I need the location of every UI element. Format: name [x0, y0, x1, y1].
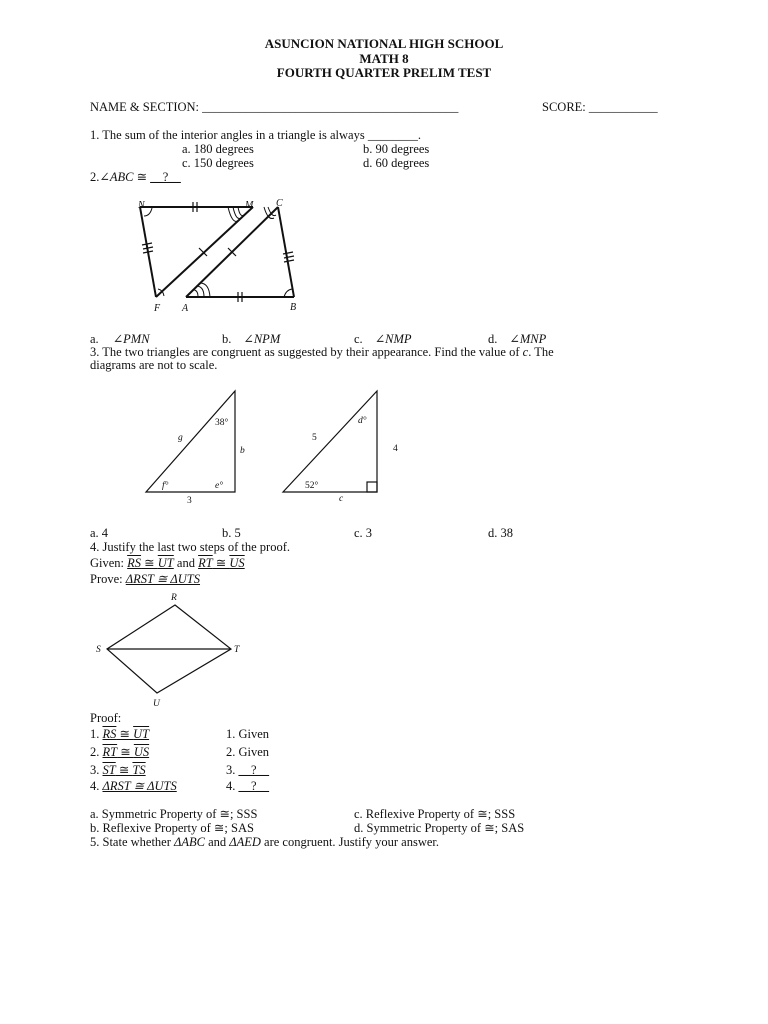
vertex-m-label: M: [245, 200, 254, 211]
q4-choice-c[interactable]: c. Reflexive Property of ≅; SSS: [354, 807, 516, 821]
q3-stem-line2: diagrams are not to scale.: [90, 358, 218, 372]
vertex-s-label: S: [96, 645, 101, 655]
proof-statement-2: 2. RT ≅ US: [90, 745, 150, 759]
q4-prove-label: Prove:: [90, 572, 126, 586]
tri1-side-right: b: [240, 446, 245, 456]
q3-stem-end: . The: [528, 345, 554, 359]
q1-choice-d[interactable]: d. 60 degrees: [363, 156, 430, 170]
proof-reason-1: 1. Given: [226, 727, 270, 741]
vertex-n-label: N: [138, 200, 145, 211]
vertex-r-label: R: [171, 593, 177, 603]
tri1-angle-top: 38°: [215, 418, 229, 428]
given-seg-us: US: [229, 556, 245, 570]
proof-statement-3: 3. ST ≅ TS: [90, 763, 146, 777]
tri2-side-bottom: c: [339, 494, 344, 504]
school-name: ASUNCION NATIONAL HIGH SCHOOL: [264, 36, 504, 51]
q5-triangle-aed: ΔAED: [229, 835, 261, 849]
given-cong-1: ≅: [141, 556, 158, 570]
tri2-angle-top: d°: [358, 416, 367, 426]
vertex-u-label: U: [153, 699, 160, 709]
name-section-field[interactable]: NAME & SECTION: _________________________________________: [90, 100, 459, 114]
q2-choice-a-text: ∠PMN: [112, 332, 150, 346]
proof-label: Proof:: [90, 711, 122, 725]
given-and: and: [173, 556, 199, 570]
tri1-side-bottom: 3: [187, 496, 192, 506]
vertex-t-label: T: [234, 645, 240, 655]
tri1-angle-right: e°: [215, 481, 224, 491]
tri1-angle-left: f°: [162, 481, 169, 491]
q2-choice-c-letter: c.: [354, 332, 363, 346]
proof-reason-4: 4. __?__: [226, 779, 270, 793]
q1-choice-c[interactable]: c. 150 degrees: [182, 156, 254, 170]
vertex-a-label: A: [182, 303, 189, 314]
tri1-side-hyp: g: [178, 433, 183, 443]
q3-choice-c[interactable]: c. 3: [354, 526, 373, 540]
q1-stem: 1. The sum of the interior angles in a triangle is always ________.: [90, 128, 421, 142]
q2-choice-b-text: ∠NPM: [243, 332, 281, 346]
tri2-side-hyp: 5: [312, 433, 317, 443]
q2-blank[interactable]: __?__: [150, 170, 181, 184]
q3-stem-start: 3. The two triangles are congruent as suggested by their appearance. Find the value of: [90, 345, 523, 359]
proof-statement-4: 4. ΔRST ≅ ΔUTS: [90, 779, 177, 793]
q2-congruent-symbol: ≅: [133, 170, 151, 184]
q2-choice-b-letter: b.: [222, 332, 232, 346]
proof-statement-1: 1. RS ≅ UT: [90, 727, 150, 741]
q4-choice-a[interactable]: a. Symmetric Property of ≅; SSS: [90, 807, 258, 821]
test-title: FOURTH QUARTER PRELIM TEST: [276, 65, 492, 80]
vertex-f-label: F: [154, 303, 161, 314]
proof-reason-2: 2. Given: [226, 745, 270, 759]
q2-number: 2.: [90, 170, 100, 184]
tri2-angle-left: 52°: [305, 481, 319, 491]
q3-choice-a[interactable]: a. 4: [90, 526, 109, 540]
score-field[interactable]: SCORE: ___________: [542, 100, 658, 114]
q4-stem: 4. Justify the last two steps of the proof.: [90, 540, 290, 554]
q3-choice-b[interactable]: b. 5: [222, 526, 241, 540]
given-cong-2: ≅: [212, 556, 230, 570]
given-seg-rt: RT: [198, 556, 213, 570]
q2-choice-d-text: ∠MNP: [509, 332, 547, 346]
vertex-c-label: C: [276, 198, 283, 209]
q4-prove-statement: ΔRST ≅ ΔUTS: [125, 572, 201, 586]
given-seg-rs: RS: [127, 556, 142, 570]
q5-stem: 5. State whether ΔABC and ΔAED are congruent. Justify your answer.: [90, 835, 439, 849]
q2-choice-a-letter: a.: [90, 332, 99, 346]
q1-choice-b[interactable]: b. 90 degrees: [363, 142, 430, 156]
q5-triangle-abc: ΔABC: [174, 835, 205, 849]
tri2-side-right: 4: [393, 444, 398, 454]
subject-title: MATH 8: [359, 51, 409, 66]
q4-choice-d[interactable]: d. Symmetric Property of ≅; SAS: [354, 821, 525, 835]
vertex-b-label: B: [290, 302, 297, 313]
q3-choice-d[interactable]: d. 38: [488, 526, 513, 540]
q4-choice-b[interactable]: b. Reflexive Property of ≅; SAS: [90, 821, 254, 835]
proof-blank-4[interactable]: __?__: [238, 779, 270, 793]
proof-reason-3: 3. __?__: [226, 763, 270, 777]
q2-angle: ∠ABC: [99, 170, 134, 184]
q3-variable: c: [522, 345, 529, 359]
q2-choice-c-text: ∠NMP: [374, 332, 412, 346]
given-seg-ut: UT: [157, 556, 174, 570]
q4-given-label: Given:: [90, 556, 128, 570]
q1-choice-a[interactable]: a. 180 degrees: [182, 142, 254, 156]
proof-blank-3[interactable]: __?__: [238, 763, 270, 777]
q2-choice-d-letter: d.: [488, 332, 498, 346]
